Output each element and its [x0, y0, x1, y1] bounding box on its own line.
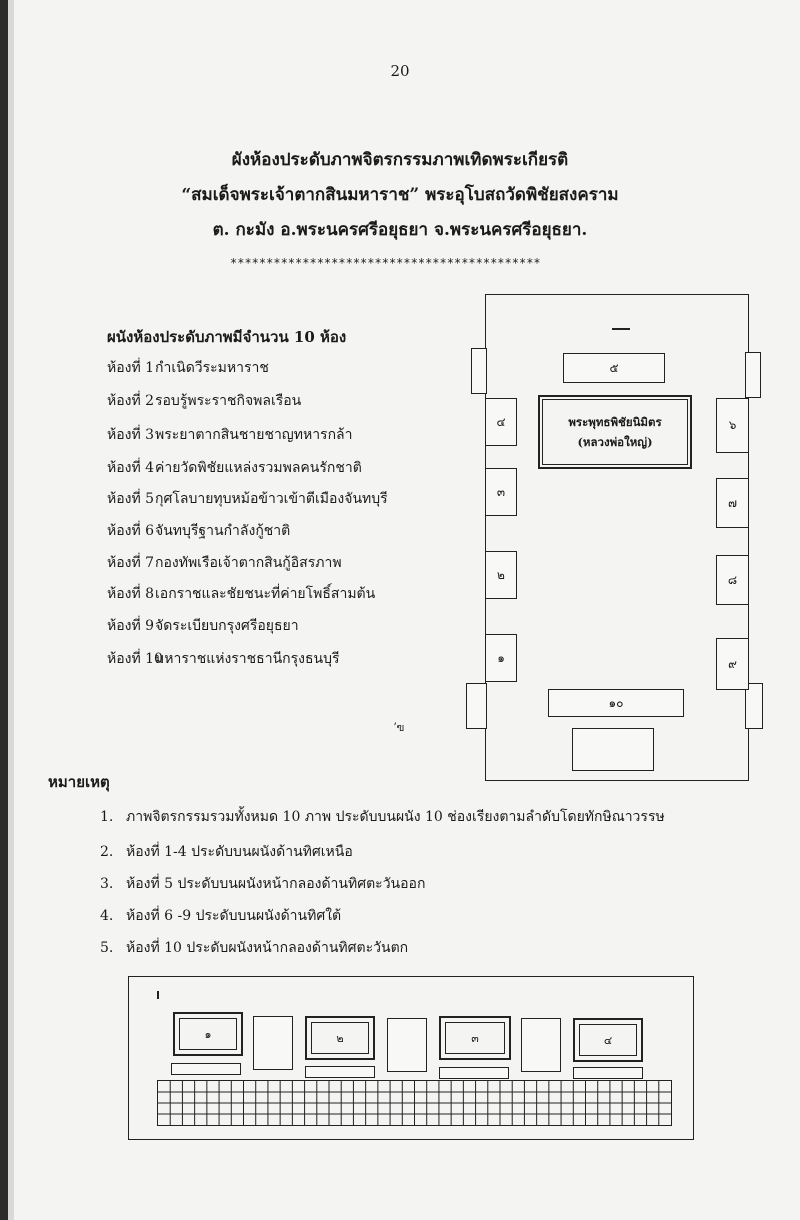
plan-room-8: ๘	[716, 555, 749, 605]
note-item	[100, 806, 665, 828]
separator-stars: *******************************************	[230, 256, 541, 270]
note-text: ห้องที่ 6 -9 ประดับบนผนังด้านทิศใต้	[126, 908, 342, 924]
room-item	[107, 615, 299, 637]
room-item	[107, 648, 340, 670]
note-item	[100, 905, 341, 927]
wall-stub	[466, 683, 487, 729]
title-line-2: “สมเด็จพระเจ้าตากสินมหาราช” พระอุโบสถวัดพิชัยสงคราม	[181, 185, 619, 205]
room-name: ค่ายวัดพิชัยแหล่งรวมพลคนรักชาติ	[155, 460, 362, 476]
room-item	[107, 552, 342, 574]
wall-stub	[745, 352, 761, 398]
room-name: จันทบุรีฐานกำลังกู้ชาติ	[155, 523, 291, 539]
plan-room-5: ๕	[563, 353, 665, 383]
note-number: 1.	[100, 809, 114, 825]
painting-frame-1	[173, 1012, 243, 1056]
room-item	[107, 520, 290, 542]
note-number: 2.	[100, 844, 114, 860]
room-item	[107, 457, 362, 479]
room-label: ห้องที่ 1	[107, 360, 155, 376]
plan-room-4: ๔	[485, 398, 517, 446]
room-item	[107, 357, 269, 379]
frame-number: ๔	[579, 1024, 637, 1056]
note-item	[100, 937, 408, 959]
painting-frame-2	[305, 1016, 375, 1060]
wall-stub	[471, 348, 487, 394]
note-text: ห้องที่ 10 ประดับผนังหน้ากลองด้านทิศตะวันตก	[126, 940, 409, 956]
note-text: ห้องที่ 5 ประดับบนผนังหน้ากลองด้านทิศตะวันออก	[126, 876, 426, 892]
frame-number: ๑	[179, 1018, 237, 1050]
frame-base	[439, 1067, 509, 1079]
room-list-heading: ผนังห้องประดับภาพมีจำนวน 10 ห้อง	[107, 328, 347, 346]
plan-room-9: ๙	[716, 638, 749, 690]
page-number: 20	[390, 62, 410, 80]
frame-base	[305, 1066, 375, 1078]
room-item	[107, 488, 388, 510]
plan-room-7: ๗	[716, 478, 749, 528]
plan-room-10: ๑๐	[548, 689, 684, 717]
room-item	[107, 390, 301, 412]
notes-heading: หมายเหตุ	[48, 773, 110, 791]
window	[521, 1018, 561, 1072]
note-item	[100, 841, 353, 863]
frame-base	[171, 1063, 241, 1075]
stray-mark: ʼฃ	[393, 721, 405, 734]
note-number: 3.	[100, 876, 114, 892]
painting-frame-3	[439, 1016, 511, 1060]
note-number: 5.	[100, 940, 114, 956]
statue-subname: (หลวงพ่อใหญ่)	[577, 435, 653, 449]
room-label: ห้องที่ 2	[107, 393, 155, 409]
plan-entrance	[572, 728, 654, 771]
frame-base	[573, 1067, 643, 1079]
elevation-tick	[157, 991, 159, 999]
base-grid	[157, 1080, 672, 1126]
painting-frame-4	[573, 1018, 643, 1062]
room-label: ห้องที่ 9	[107, 618, 155, 634]
room-name: กุศโลบายทุบหม้อข้าวเข้าตีเมืองจันทบุรี	[155, 491, 388, 507]
room-label: ห้องที่ 10	[107, 651, 163, 667]
plan-room-1: ๑	[485, 634, 517, 682]
title-line-3: ต. กะมัง อ.พระนครศรีอยุธยา จ.พระนครศรีอยุธยา.	[212, 220, 588, 240]
room-label: ห้องที่ 3	[107, 427, 155, 443]
room-label: ห้องที่ 4	[107, 460, 155, 476]
note-number: 4.	[100, 908, 114, 924]
frame-number: ๒	[311, 1022, 369, 1054]
room-name: พระยาตากสินชายชาญทหารกล้า	[155, 427, 353, 443]
room-label: ห้องที่ 7	[107, 555, 155, 571]
statue-name: พระพุทธพิชัยนิมิตร	[568, 415, 662, 429]
room-name: รอบรู้พระราชกิจพลเรือน	[155, 393, 302, 409]
window	[387, 1018, 427, 1072]
window	[253, 1016, 293, 1070]
room-name: จัดระเบียบกรุงศรีอยุธยา	[155, 618, 299, 634]
note-item	[100, 873, 425, 895]
plan-mark	[612, 328, 630, 330]
room-item	[107, 583, 375, 605]
room-item	[107, 424, 353, 446]
frame-number: ๓	[445, 1022, 505, 1054]
note-text: ภาพจิตรกรรมรวมทั้งหมด 10 ภาพ ประดับบนผนัง 10 ช่องเรียงตามลำดับโดยทักษิณาวรรษ	[126, 809, 665, 825]
plan-room-2: ๒	[485, 551, 517, 599]
room-name: เอกราชและชัยชนะที่ค่ายโพธิ์สามต้น	[155, 586, 376, 602]
room-label: ห้องที่ 5	[107, 491, 155, 507]
base-grid-lines	[158, 1081, 671, 1125]
room-name: กำเนิดวีระมหาราช	[155, 360, 269, 376]
room-label: ห้องที่ 8	[107, 586, 155, 602]
plan-room-3: ๓	[485, 468, 517, 516]
principal-buddha-statue	[538, 395, 692, 469]
room-label: ห้องที่ 6	[107, 523, 155, 539]
room-name: กองทัพเรือเจ้าตากสินกู้อิสรภาพ	[155, 555, 342, 571]
note-text: ห้องที่ 1-4 ประดับบนผนังด้านทิศเหนือ	[126, 844, 353, 860]
room-name: มหาราชแห่งราชธานีกรุงธนบุรี	[155, 651, 340, 667]
title-line-1: ผังห้องประดับภาพจิตรกรรมภาพเทิดพระเกียรติ	[231, 150, 569, 170]
plan-room-6: ๖	[716, 398, 749, 453]
